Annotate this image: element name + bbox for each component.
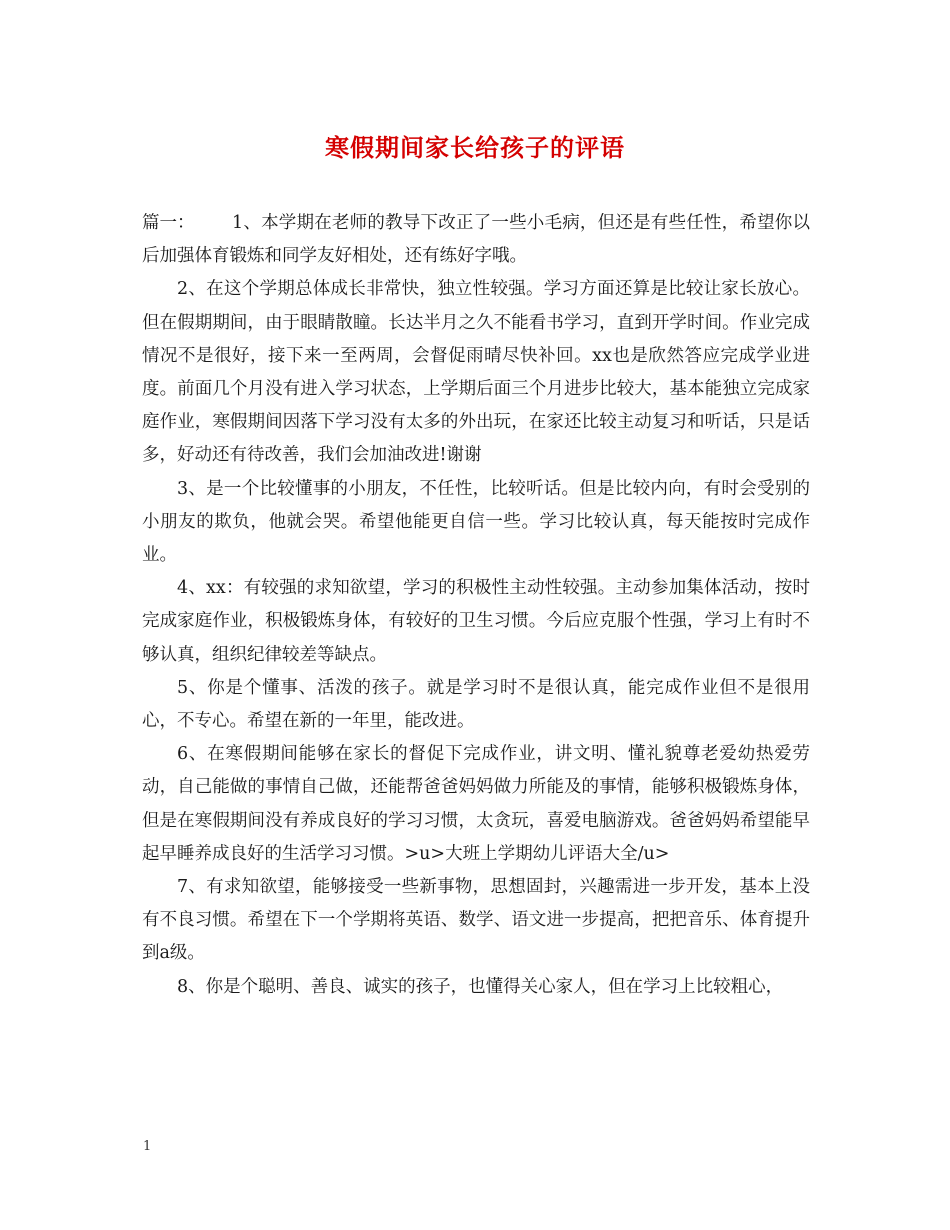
paragraph-2: 2、在这个学期总体成长非常快，独立性较强。学习方面还算是比较让家长放心。但在假期期间，由于眼睛散瞳。长达半月之久不能看书学习，直到开学时间。作业完成情况不是很好，接下来一至两周，会督促雨晴尽快补回。xx也是欣然答应完成学业进度。前面几个月没有进入学习状态，上学期后面三个月进步比较大，基本能独立完成家庭作业，寒假期间因落下学习没有太多的外出玩，在家还比较主动复习和听话，只是话多，好动还有待改善，我们会加油改进!谢谢 (142, 279, 810, 466)
paragraph-3: 3、是一个比较懂事的小朋友，不任性，比较听话。但是比较内向，有时会受别的小朋友的欺负，他就会哭。希望他能更自信一些。学习比较认真，每天能按时完成作业。 (142, 478, 810, 566)
document-title: 寒假期间家长给孩子的评语 (325, 133, 625, 162)
paragraph-5: 5、你是个懂事、活泼的孩子。就是学习时不是很认真，能完成作业但不是很用心，不专心。希望在新的一年里，能改进。 (142, 677, 810, 732)
paragraph-1-text: 1、本学期在老师的教导下改正了一些小毛病，但还是有些任性，希望你以后加强体育锻炼和同学友好相处，还有练好字哦。 (142, 213, 810, 267)
page-number: 1 (143, 1139, 152, 1154)
document-body (142, 207, 810, 1004)
paragraph-7: 7、有求知欲望，能够接受一些新事物，思想固封，兴趣需进一步开发，基本上没有不良习惯。希望在下一个学期将英语、数学、语文进一步提高，把把音乐、体育提升到a级。 (142, 877, 810, 964)
paragraph-1 (142, 207, 810, 273)
paragraph-8: 8、你是个聪明、善良、诚实的孩子，也懂得关心家人，但在学习上比较粗心， (177, 976, 784, 997)
paragraph-6: 6、在寒假期间能够在家长的督促下完成作业，讲文明、懂礼貌尊老爱幼热爱劳动，自己能做的事情自己做，还能帮爸爸妈妈做力所能及的事情，能够积极锻炼身体，但是在寒假期间没有养成良好的学习习惯，太贪玩，喜爱电脑游戏。爸爸妈妈希望能早起早睡养成良好的生活学习习惯。>u>大班上学期幼儿评语大全/u> (142, 744, 810, 864)
section-label: 篇一： (142, 213, 195, 233)
paragraph-4: 4、xx：有较强的求知欲望，学习的积极性主动性较强。主动参加集体活动，按时完成家庭作业，积极锻炼身体，有较好的卫生习惯。今后应克服个性强，学习上有时不够认真，组织纪律较差等缺点。 (142, 578, 810, 665)
